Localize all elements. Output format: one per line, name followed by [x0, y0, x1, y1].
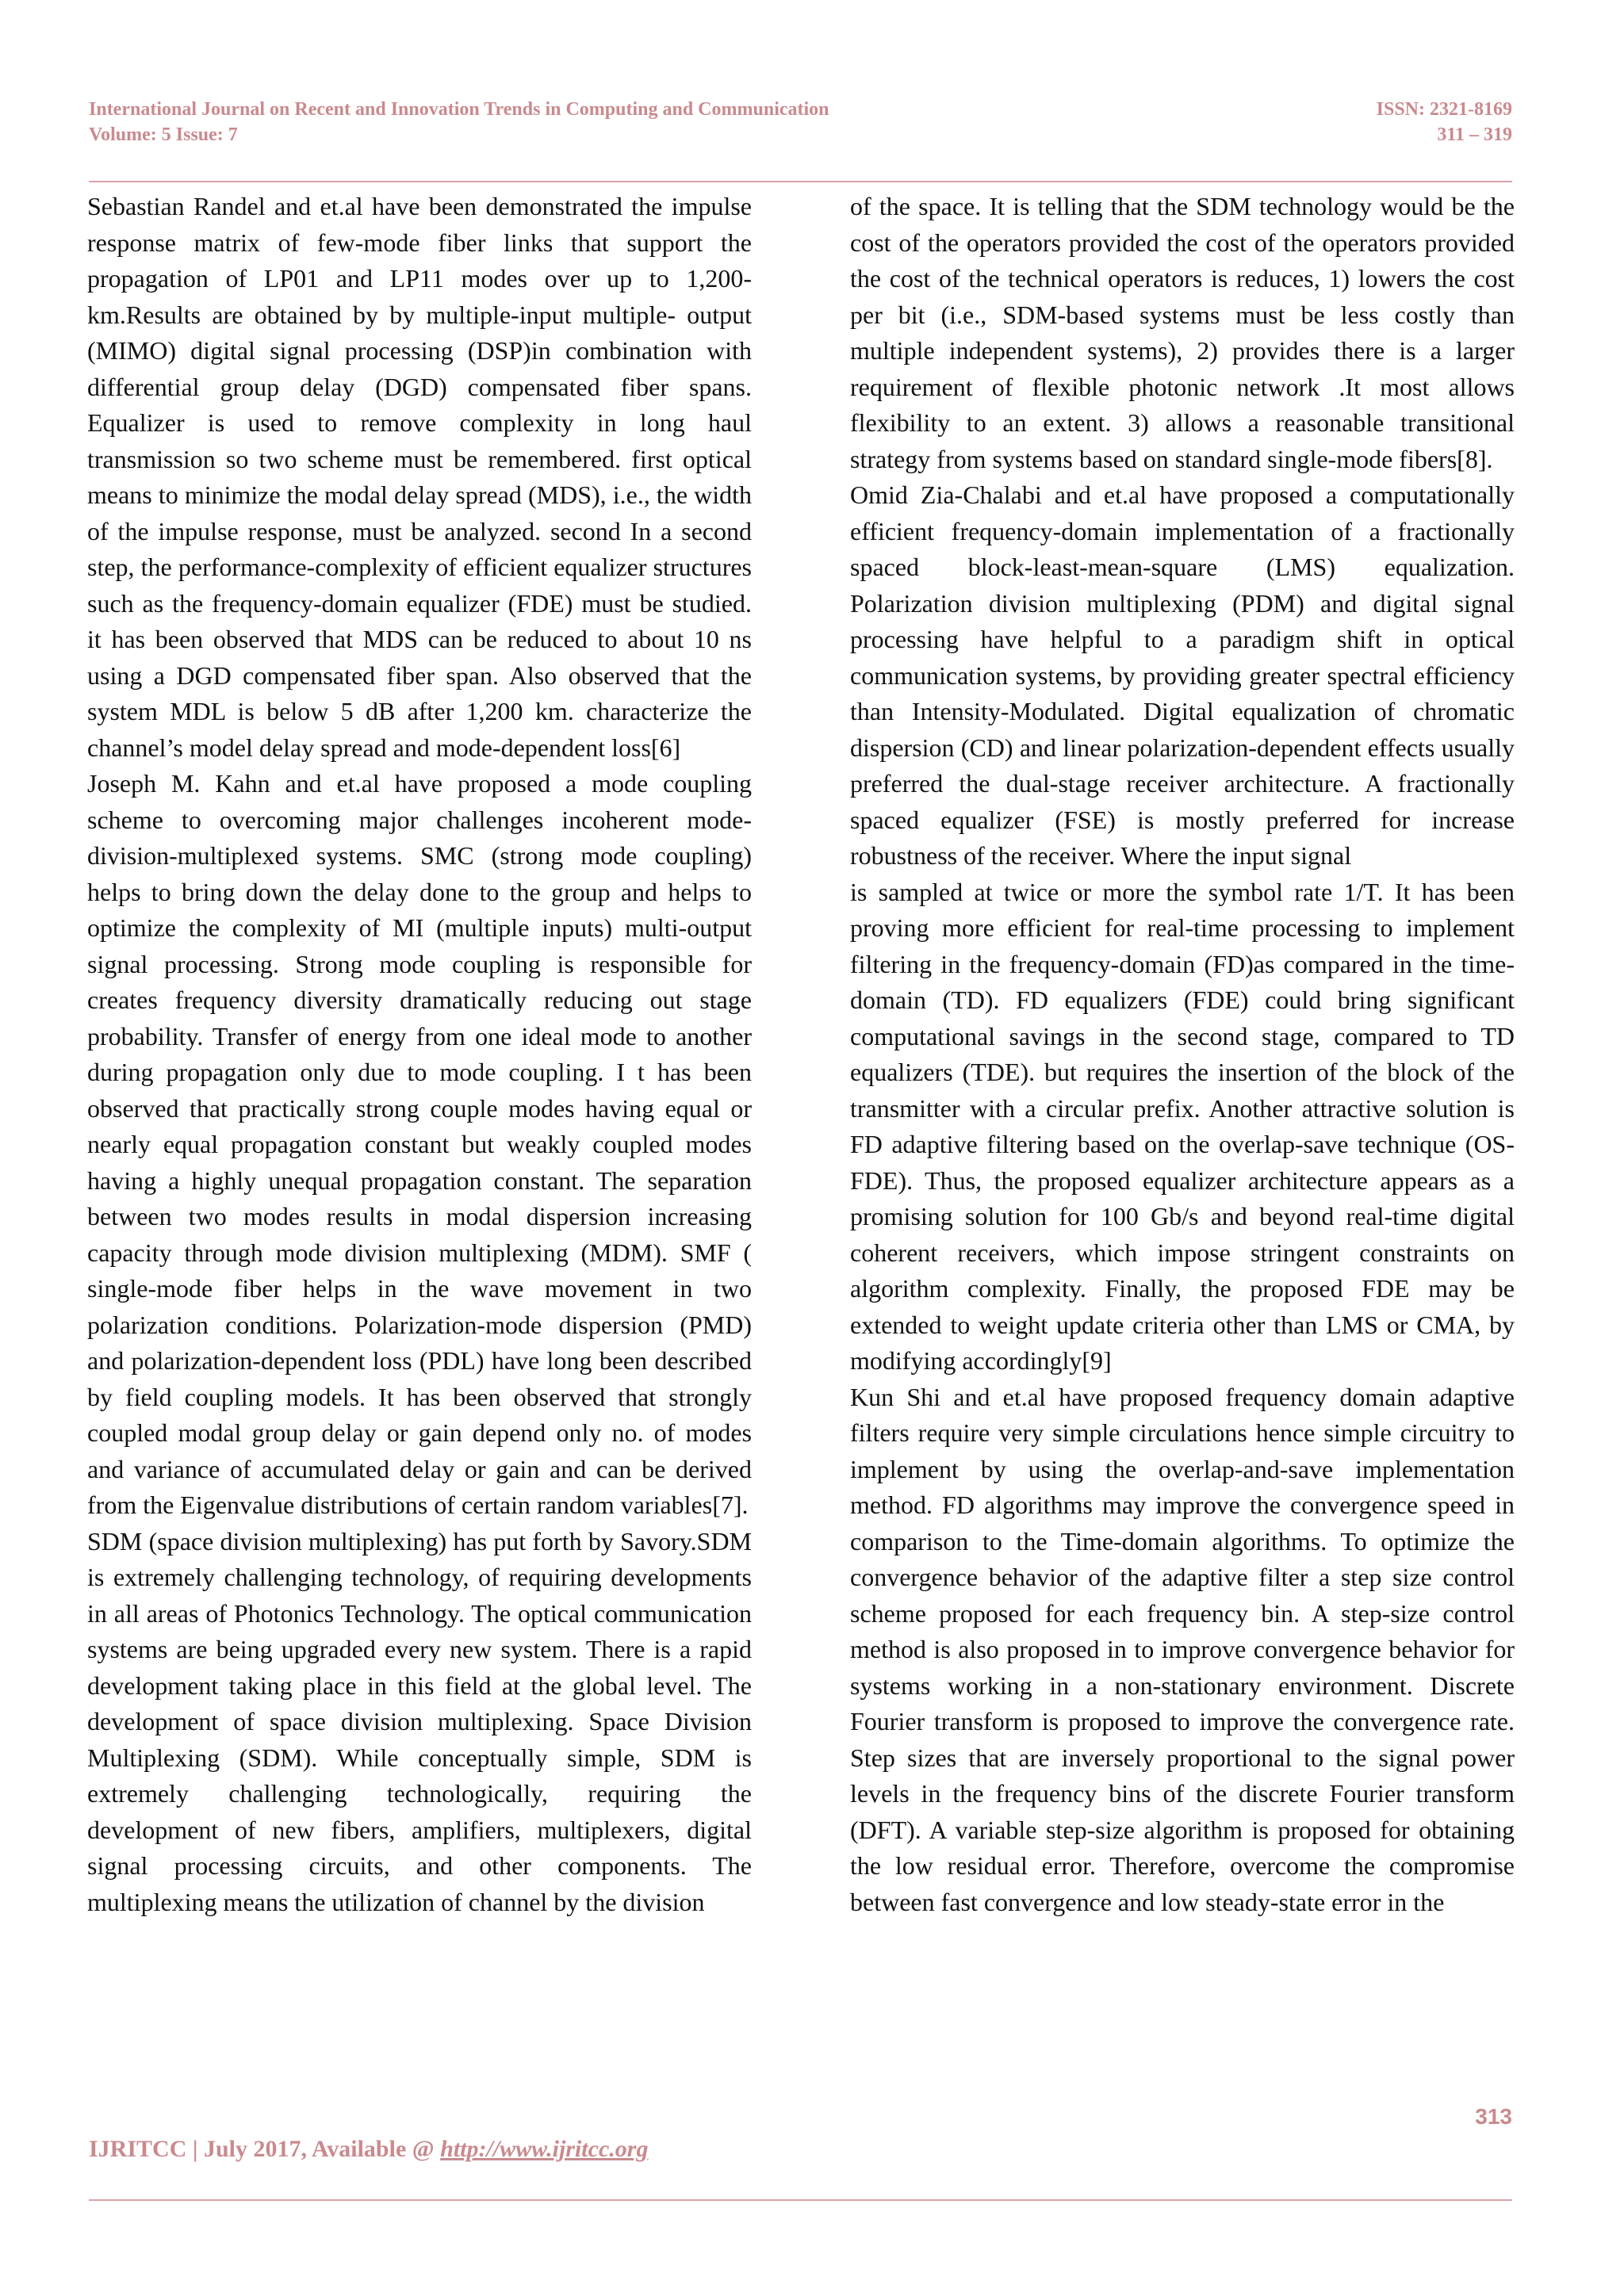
right-column: [850, 189, 1515, 1920]
paragraph: is sampled at twice or more the symbol rate 1/T. It has been proving more efficient for real-time processing to implement filtering in the frequency-domain (FD)as compared in the time-domain (TD). FD equalizers (FDE) could bring significant computational savings in the second stage, compared to TD equalizers (TDE). but requires the insertion of the block of the transmitter with a circular prefix. Another attractive solution is FD adaptive filtering based on the overlap-save technique (OS-FDE). Thus, the proposed equalizer architecture appears as a promising solution for 100 Gb/s and beyond real-time digital coherent receivers, which impose stringent constraints on algorithm complexity. Finally, the proposed FDE may be extended to weight update criteria other than LMS or CMA, by modifying accordingly[9]: [850, 877, 1515, 1375]
running-header: [89, 97, 1512, 147]
paragraph: Joseph M. Kahn and et.al have proposed a mode coupling scheme to overcoming major challenges incoherent mode-division-multiplexed systems. SMC (strong mode coupling) helps to bring down the delay done to the group and helps to optimize the complexity of MI (multiple inputs) multi-output signal processing. Strong mode coupling is responsible for creates frequency diversity dramatically reducing out stage probability. Transfer of energy from one ideal mode to another during propagation only due to mode coupling. I t has been observed that practically strong couple modes having equal or nearly equal propagation constant but weakly coupled modes having a highly unequal propagation constant. The separation between two modes results in modal dispersion increasing capacity through mode division multiplexing (MDM). SMF ( single-mode fiber helps in the wave movement in two polarization conditions. Polarization-mode dispersion (PMD) and polarization-dependent loss (PDL) have long been described by field coupling models. It has been observed that strongly coupled modal group delay or gain depend only no. of modes and variance of accumulated delay or gain and can be derived from the Eigenvalue distributions of certain random variables[7].: [87, 769, 752, 1519]
paragraph: of the space. It is telling that the SDM technology would be the cost of the operators provided the cost of the operators provided the cost of the technical operators is reduces, 1) lowers the cost per bit (i.e., SDM-based systems must be less costly than multiple independent systems), 2) provides there is a larger requirement of flexible photonic network .It most allows flexibility to an extent. 3) allows a reasonable transitional strategy from systems based on standard single-mode fibers[8].: [850, 192, 1515, 473]
issn: ISSN: 2321-8169: [1376, 99, 1512, 120]
page-footer: [89, 2136, 648, 2163]
footer-divider: [89, 2199, 1512, 2201]
header-divider: [89, 181, 1512, 182]
paragraph: SDM (space division multiplexing) has put forth by Savory.SDM is extremely challenging technology, of requiring developments in all areas of Photonics Technology. The optical communication systems are being upgraded every new system. There is a rapid development taking place in this field at the global level. The development of space division multiplexing. Space Division Multiplexing (SDM). While conceptually simple, SDM is extremely challenging technologically, requiring the development of new fibers, amplifiers, multiplexers, digital signal processing circuits, and other components. The multiplexing means the utilization of channel by the division: [87, 1526, 752, 1916]
paragraph: Omid Zia-Chalabi and et.al have proposed a computationally efficient frequency-domain implementation of a fractionally spaced block-least-mean-square (LMS) equalization. Polarization division multiplexing (PDM) and digital signal processing have helpful to a paradigm shift in optical communication systems, by providing greater spectral efficiency than Intensity-Modulated. Digital equalization of chromatic dispersion (CD) and linear polarization-dependent effects usually preferred the dual-stage receiver architecture. A fractionally spaced equalizer (FSE) is mostly preferred for increase robustness of the receiver. Where the input signal: [850, 480, 1515, 870]
page-range: 311 – 319: [1437, 124, 1512, 145]
journal-link[interactable]: http://www.ijritcc.org: [440, 2136, 649, 2162]
paragraph: Sebastian Randel and et.al have been demonstrated the impulse response matrix of few-mode fiber links that support the propagation of LP01 and LP11 modes over up to 1,200-km.Results are obtained by by multiple-input multiple- output (MIMO) digital signal processing (DSP)in combination with differential group delay (DGD) compensated fiber spans. Equalizer is used to remove complexity in long haul transmission so two scheme must be remembered. first optical means to minimize the modal delay spread (MDS), i.e., the width of the impulse response, must be analyzed. second In a second step, the performance-complexity of efficient equalizer structures such as the frequency-domain equalizer (FDE) must be studied. it has been observed that MDS can be reduced to about 10 ns using a DGD compensated fiber span. Also observed that the system MDL is below 5 dB after 1,200 km. characterize the channel’s model delay spread and mode-dependent loss[6]: [87, 192, 752, 762]
footer-text: IJRITCC | July 2017, Available @: [89, 2136, 441, 2162]
left-column: [87, 189, 752, 1920]
journal-title: International Journal on Recent and Innovation Trends in Computing and Communication: [89, 99, 829, 120]
paragraph: Kun Shi and et.al have proposed frequency domain adaptive filters require very simple circulations hence simple circuitry to implement by using the overlap-and-save implementation method. FD algorithms may improve the convergence speed in comparison to the Time-domain algorithms. To optimize the convergence behavior of the adaptive filter a step size control scheme proposed for each frequency bin. A step-size control method is also proposed in to improve convergence behavior for systems working in a non-stationary environment. Discrete Fourier transform is proposed to improve the convergence rate. Step sizes that are inversely proportional to the signal power levels in the frequency bins of the discrete Fourier transform (DFT). A variable step-size algorithm is proposed for obtaining the low residual error. Therefore, overcome the compromise between fast convergence and low steady-state error in the: [850, 1382, 1515, 1916]
page-number: 313: [1475, 2104, 1512, 2129]
volume-issue: Volume: 5 Issue: 7: [89, 124, 238, 145]
